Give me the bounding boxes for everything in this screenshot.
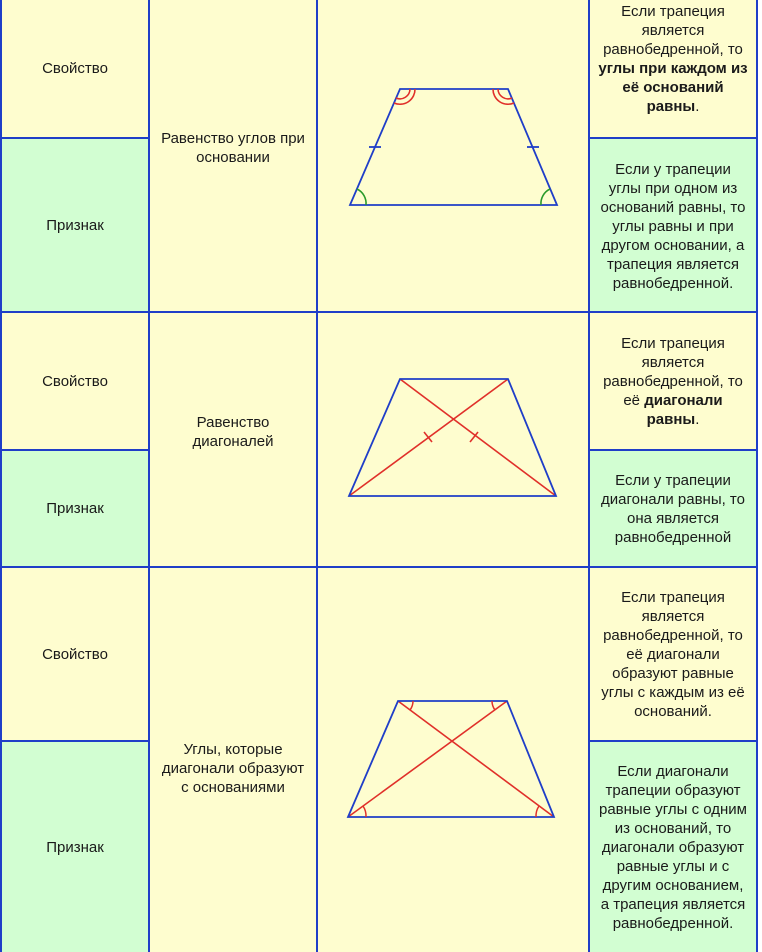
row1-figure-cell xyxy=(318,0,588,311)
row2-property-label-cell xyxy=(2,313,148,449)
grid-line xyxy=(756,0,758,952)
row2-sign-label: Признак xyxy=(46,500,104,517)
row2-feature-text: Равенство диагоналей xyxy=(192,413,274,450)
row3-property-text: Если трапеция является равнобедренной, то её диагонали образуют равные углы с каждым из её оснований. xyxy=(601,588,745,720)
row1-sign-label-cell xyxy=(2,139,148,311)
row1-property-text-cell xyxy=(590,0,756,137)
grid-line xyxy=(0,137,150,139)
row1-sign-text: Если у трапеции углы при одном из оснований равны, то углы равны и при другом основании, а трапеция является равнобедренной. xyxy=(600,160,746,292)
trapezoid-diagonal-angles-figure xyxy=(318,568,588,952)
top-right-angle-arc xyxy=(492,701,495,710)
row3-figure-cell xyxy=(318,568,588,952)
trapezoid-outline xyxy=(350,89,557,205)
grid-line xyxy=(0,0,2,952)
row2-sign-text-cell xyxy=(590,451,756,566)
row2-figure-cell xyxy=(318,313,588,566)
grid-line xyxy=(148,0,150,952)
row3-feature-text: Углы, которые диагонали образуют с основаниями xyxy=(161,740,305,796)
row3-sign-text: Если диагонали трапеции образуют равные углы с одним из оснований, то диагонали образуют равные углы и с другим основанием, а трапеция является равнобедренной. xyxy=(599,762,747,932)
row1-sign-text-cell xyxy=(590,139,756,311)
bottom-right-angle-arc xyxy=(536,806,539,817)
row1-sign-label: Признак xyxy=(46,216,104,234)
grid-line xyxy=(0,449,150,451)
row1-property-label-cell xyxy=(2,0,148,137)
trapezoid-base-angles-figure xyxy=(318,0,588,311)
row2-sign-text: Если у трапеции диагонали равны, то она является равнобедренной xyxy=(601,471,745,546)
diagonal-2 xyxy=(348,701,507,817)
row3-property-label: Свойство xyxy=(42,645,108,663)
grid-line xyxy=(316,0,318,952)
bottom-right-angle-arc xyxy=(541,189,550,205)
row1-property-label: Свойство xyxy=(42,60,108,77)
grid-line xyxy=(0,740,150,742)
row1-feature-cell xyxy=(150,0,316,311)
grid-line xyxy=(588,0,590,952)
bottom-left-angle-arc xyxy=(357,189,366,205)
bottom-left-angle-arc xyxy=(363,806,366,817)
trapezoid-outline xyxy=(349,379,556,496)
grid-line xyxy=(588,137,758,139)
row3-sign-label: Признак xyxy=(46,838,104,856)
row3-sign-label-cell xyxy=(2,742,148,952)
row1-property-text: Если трапеция является равнобедренной, то углы при каждом из её оснований равны. xyxy=(598,2,748,115)
grid-line xyxy=(0,311,758,313)
top-left-angle-arc xyxy=(410,701,413,710)
row3-feature-cell xyxy=(150,568,316,952)
row2-sign-label-cell xyxy=(2,451,148,566)
row2-property-text: Если трапеция является равнобедренной, то её диагонали равны. xyxy=(603,334,743,428)
row3-property-label-cell xyxy=(2,568,148,740)
row1-feature-text: Равенство углов при основании xyxy=(161,129,305,166)
row3-property-text-cell xyxy=(590,568,756,740)
grid-line xyxy=(588,740,758,742)
row2-property-label: Свойство xyxy=(42,372,108,390)
grid-line xyxy=(0,566,758,568)
row3-sign-text-cell xyxy=(590,742,756,952)
grid-line xyxy=(588,449,758,451)
row2-property-text-cell xyxy=(590,313,756,449)
trapezoid-diagonals-figure xyxy=(318,313,588,566)
trapezoid-outline xyxy=(348,701,554,817)
row2-feature-cell xyxy=(150,313,316,566)
